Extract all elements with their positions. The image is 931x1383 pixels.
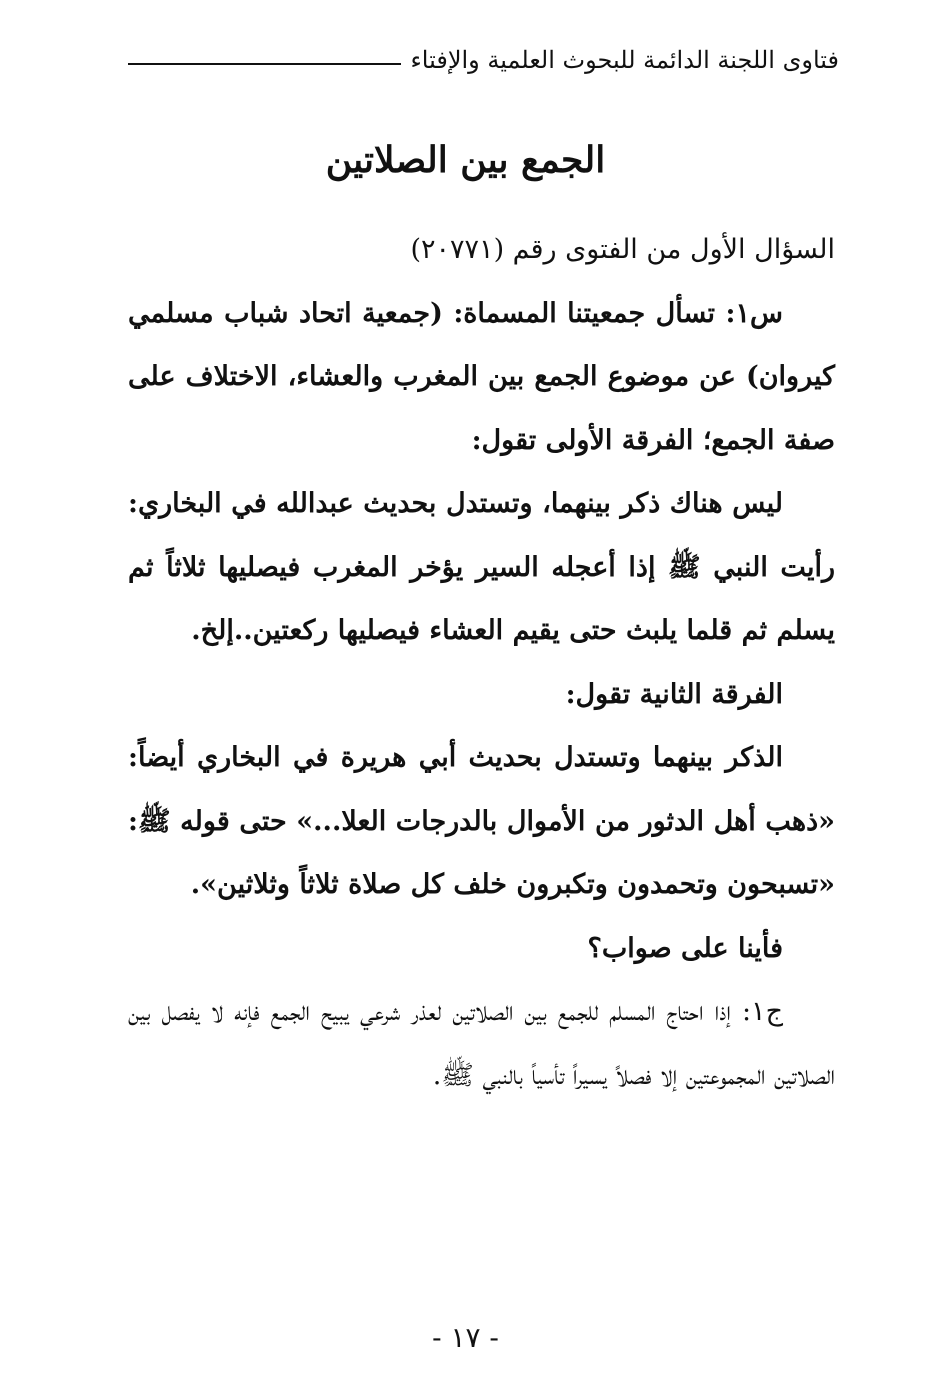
running-header <box>128 40 839 80</box>
running-header-title: فتاوى اللجنة الدائمة للبحوث العلمية والإفتاء <box>410 46 839 74</box>
page-number: - ١٧ - <box>432 1321 499 1354</box>
answer-paragraph: ج١: إذا احتاج المسلم للجمع بين الصلاتين لعذر شرعي يبيح الجمع فإنه لا يفصل بين الصلاتين المجموعتين إلا فصلاً يسيراً تأسياً بالنبي ﷺ. <box>128 996 835 1091</box>
body-text <box>128 218 835 1107</box>
question-paragraph-1: س١: تسأل جمعيتنا المسماة: (جمعية اتحاد شباب مسلمي كيروان) عن موضوع الجمع بين المغرب والعشاء، الاختلاف على صفة الجمع؛ الفرقة الأولى تقول: <box>128 297 835 456</box>
question-heading: السؤال الأول من الفتوى رقم (٢٠٧٧١) <box>410 234 835 265</box>
header-rule <box>128 63 401 65</box>
question-paragraph-5: فأينا على صواب؟ <box>587 932 783 964</box>
question-paragraph-3: الفرقة الثانية تقول: <box>565 678 783 710</box>
chapter-title: الجمع بين الصلاتين <box>325 139 606 181</box>
question-paragraph-2: ليس هناك ذكر بينهما، وتستدل بحديث عبدالله في البخاري: رأيت النبي ﷺ إذا أعجله السير يؤخر المغرب فيصليها ثلاثاً ثم يسلم ثم قلما يلبث حتى يقيم العشاء فيصليها ركعتين..إلخ. <box>128 488 835 646</box>
question-paragraph-4: الذكر بينهما وتستدل بحديث أبي هريرة في البخاري أيضاً: «ذهب أهل الدثور من الأموال بالدرجات العلا...» حتى قوله ﷺ: «تسبحون وتحمدون وتكبرون خلف كل صلاة ثلاثاً وثلاثين». <box>128 742 835 900</box>
